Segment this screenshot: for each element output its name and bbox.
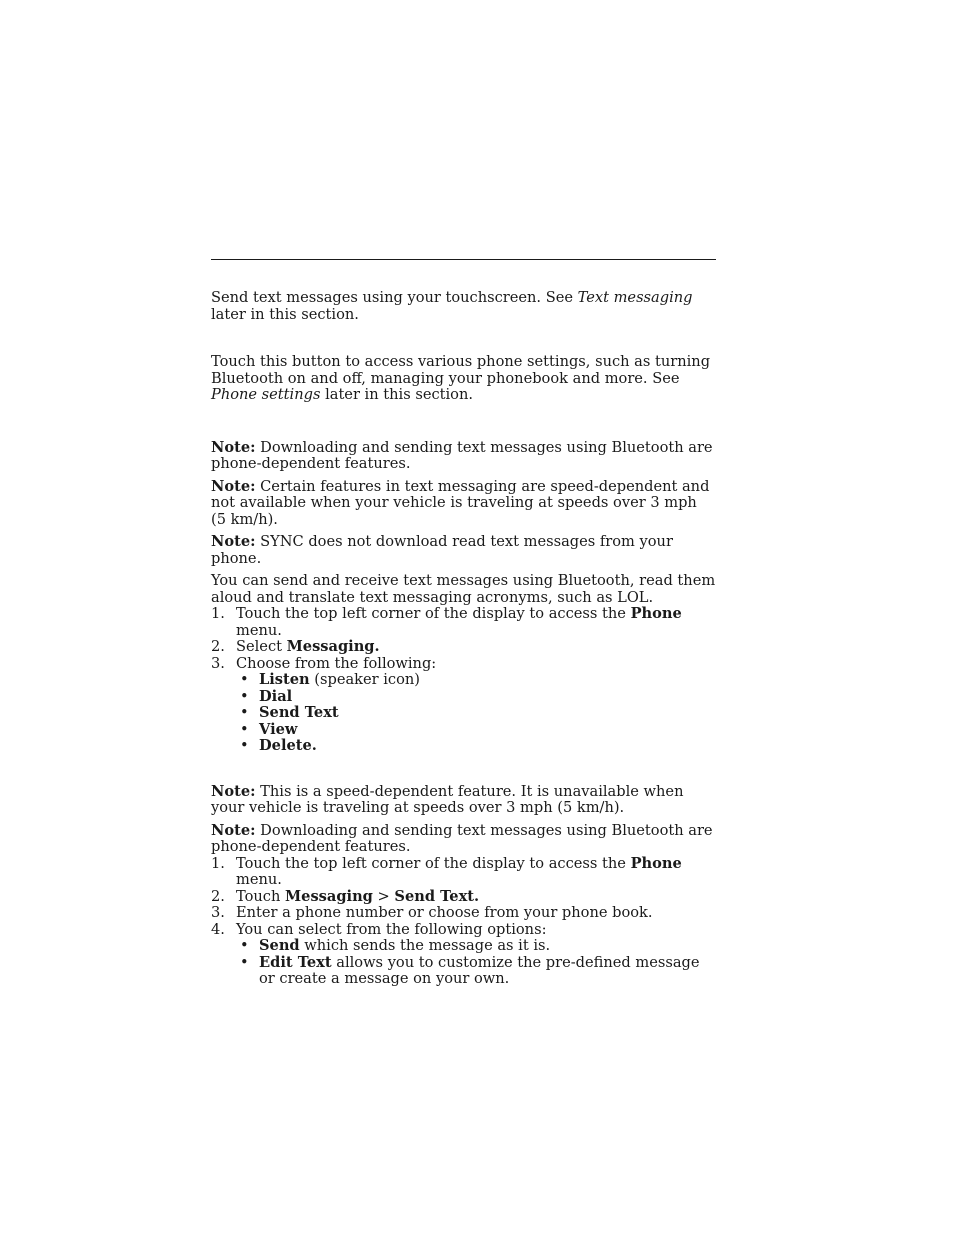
list-item: 1. Touch the top left corner of the display to access the Phone menu. <box>211 854 682 888</box>
list-item: • View <box>240 720 298 738</box>
list-item: • Delete. <box>240 737 317 754</box>
bullet-icon: • <box>240 687 249 705</box>
note: Note: This is a speed-dependent feature. It is unavailable when your vehicle is traveling at speeds over 3 mph (5 km/h). <box>211 782 684 816</box>
bullet-icon: • <box>240 720 249 738</box>
list-item: • Send which sends the message as it is. <box>240 937 551 954</box>
list-item: 2. Select Messaging. <box>211 638 380 655</box>
note: Note: SYNC does not download read text messages from your phone. <box>211 533 673 567</box>
text-messaging-reference: Text messaging <box>577 289 693 306</box>
text-messaging-steps <box>211 606 716 755</box>
bullet-icon: • <box>240 737 249 754</box>
list-item: 4. You can select from the following options: • Send which sends the message as it is. • Edit Text allows you to customize the pre-defined message or create a message on your own. <box>211 922 716 988</box>
phone-settings-reference: Phone settings <box>211 386 321 403</box>
list-item: 3. Choose from the following: • Listen (speaker icon) • Dial • Send Text • View • Delete. <box>211 656 716 755</box>
bullet-icon: • <box>240 937 249 954</box>
bullet-icon: • <box>240 704 249 721</box>
text-messaging-intro: You can send and receive text messages using Bluetooth, read them aloud and translate text messaging acronyms, such as LOL. <box>211 572 716 606</box>
bullet-icon: • <box>240 671 249 688</box>
list-item: 1. Touch the top left corner of the display to access the Phone menu. <box>211 605 682 639</box>
sending-steps <box>211 856 716 988</box>
bullet-icon: • <box>240 953 249 971</box>
document-body <box>211 290 716 988</box>
messaging-options <box>236 672 716 755</box>
list-item: • Listen (speaker icon) <box>240 671 420 688</box>
note: Note: Downloading and sending text messages using Bluetooth are phone-dependent features. <box>211 438 713 472</box>
note: Note: Certain features in text messaging are speed-dependent and not available when your vehicle is traveling at speeds over 3 mph (5 km/h). <box>211 477 710 528</box>
list-item: • Edit Text allows you to customize the pre-defined message or create a message on your own. <box>240 953 700 987</box>
sending-options <box>236 938 716 988</box>
header-rule <box>211 259 716 260</box>
list-item: • Send Text <box>240 704 339 721</box>
list-item: 3. Enter a phone number or choose from your phone book. <box>211 904 653 921</box>
note: Note: Downloading and sending text messages using Bluetooth are phone-dependent features. <box>211 821 713 855</box>
list-item: 2. Touch Messaging > Send Text. <box>211 887 480 905</box>
list-item: • Dial <box>240 687 293 705</box>
text-message-paragraph: Send text messages using your touchscreen. See Text messaging later in this section. <box>211 289 693 323</box>
phone-settings-paragraph: Touch this button to access various phone settings, such as turning Bluetooth on and off, managing your phonebook and more. See Phone settings later in this section. <box>211 353 711 403</box>
